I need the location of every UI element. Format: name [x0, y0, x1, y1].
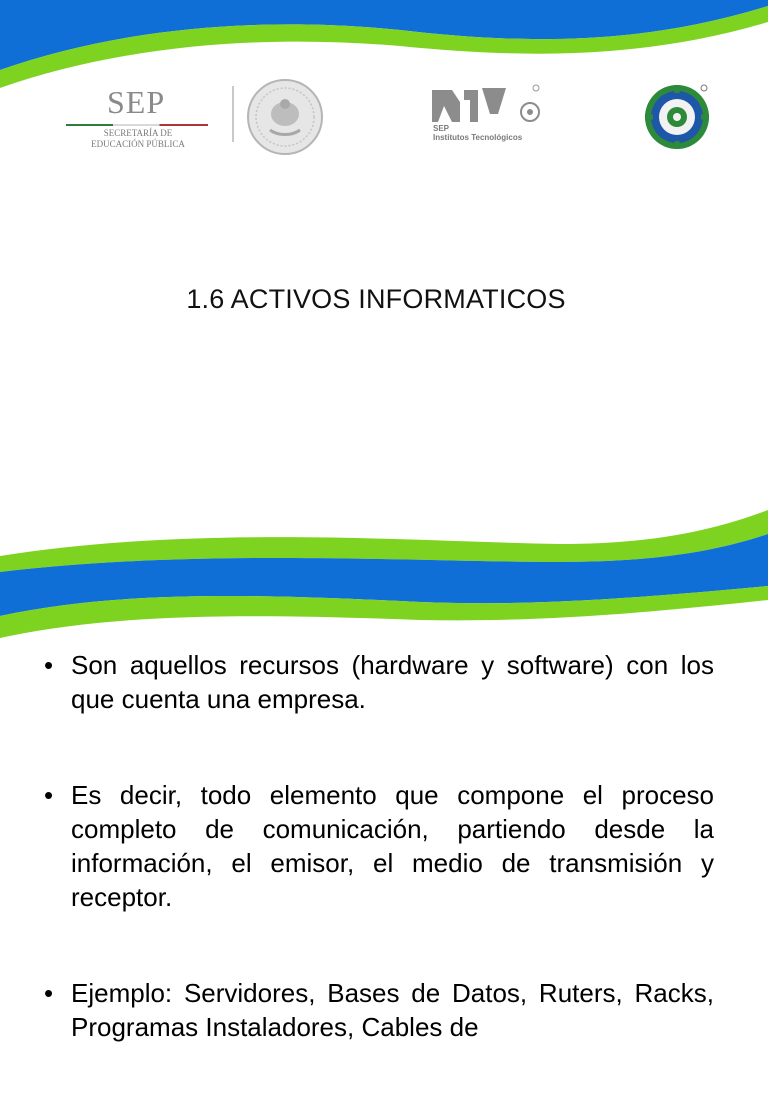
slide-title: 1.6 ACTIVOS INFORMATICOS: [186, 284, 566, 314]
bullet-text: Es decir, todo elemento que compone el proceso completo de comunicación, partiendo desde la información, el emisor, el medio de transmisión y receptor.: [71, 780, 714, 912]
bullet-item: [44, 648, 714, 716]
it-caption-line1: SEP: [433, 124, 450, 133]
it-caption-line2: Institutos Tecnológicos: [433, 133, 523, 142]
content-slide: [0, 576, 768, 1042]
top-wave-decoration: [0, 0, 768, 90]
sep-subtitle-line1: SECRETARÍA DE: [103, 128, 173, 138]
sep-logo-subtitle: [82, 128, 194, 150]
logo-divider: [232, 86, 234, 142]
tecnologico-gear-seal-icon: [642, 82, 712, 152]
bullet-marker: •: [44, 978, 54, 1008]
mexico-seal-icon: [246, 78, 324, 156]
bullet-list: [44, 648, 714, 1106]
bullet-text: Ejemplo: Servidores, Bases de Datos, Ruters, Racks, Programas Instaladores, Cables de: [71, 978, 714, 1042]
bullet-marker: •: [44, 780, 54, 810]
content-top-wave-decoration: [0, 576, 768, 646]
sep-logo: [62, 84, 212, 154]
bottom-wave-decoration: [0, 506, 768, 576]
sep-subtitle-line2: EDUCACIÓN PÚBLICA: [91, 139, 185, 149]
sep-logo-word: SEP: [107, 84, 166, 120]
bullet-item: [44, 976, 714, 1044]
bullet-marker: •: [44, 650, 54, 680]
bullet-text: Son aquellos recursos (hardware y software) con los que cuenta una empresa.: [71, 650, 714, 714]
sep-logo-rule: [66, 124, 208, 126]
bullet-item: [44, 778, 714, 914]
it-logo-caption: [433, 124, 522, 142]
